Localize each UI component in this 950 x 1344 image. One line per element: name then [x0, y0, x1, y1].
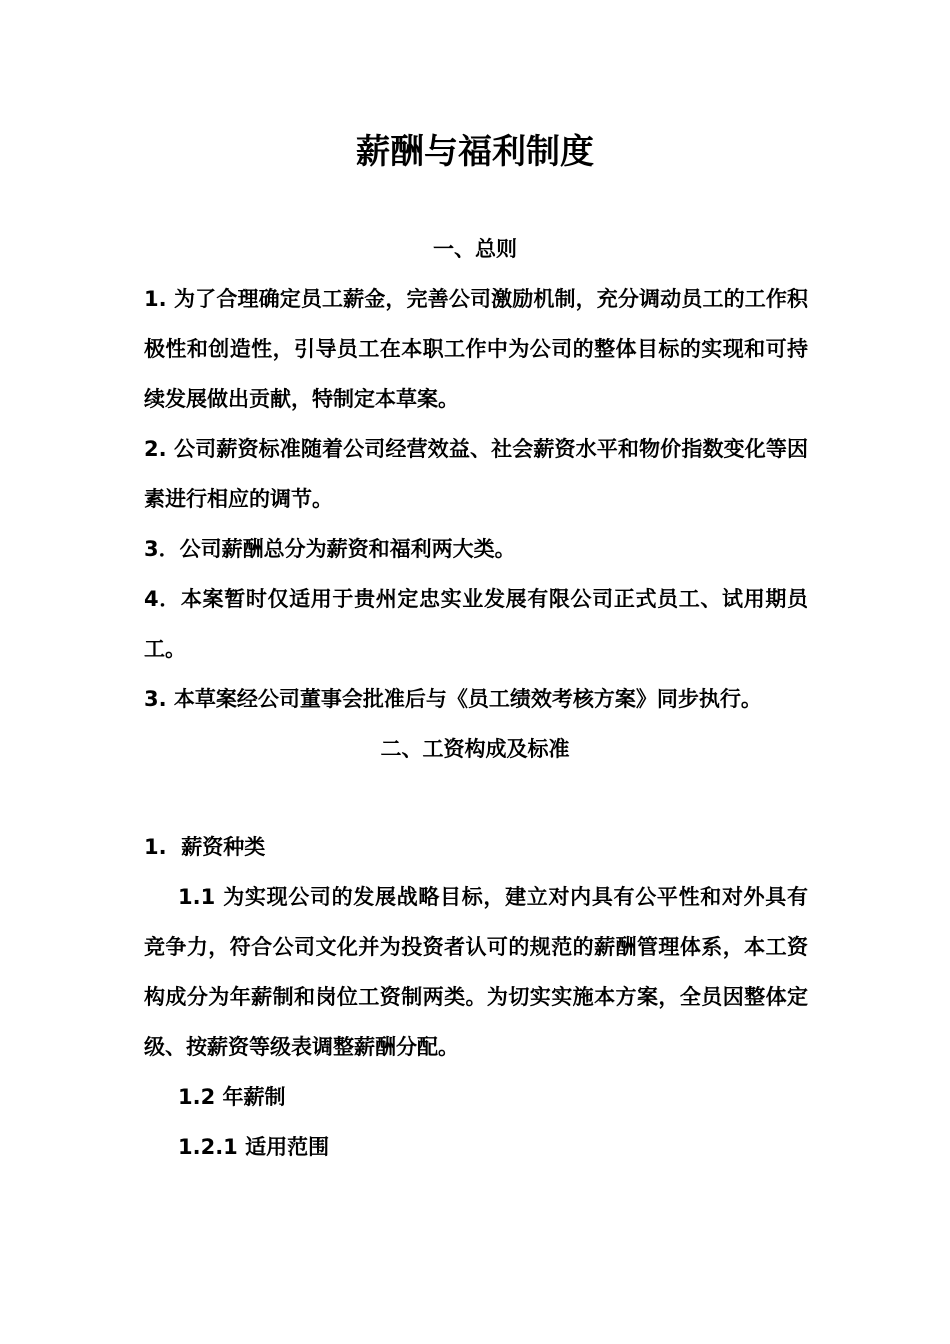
item-text: 适用范围: [237, 1135, 330, 1159]
item-number: 1.: [144, 835, 167, 859]
paragraph-1-2-1: [144, 1122, 808, 1172]
item-number: 2.: [144, 437, 167, 461]
item-number: 3.: [144, 687, 167, 711]
section-heading-general: 一、总则: [433, 237, 517, 261]
item-text: 薪资种类: [166, 835, 266, 859]
paragraph-item-5: [144, 674, 808, 724]
paragraph-item-1: [144, 274, 808, 424]
paragraph-salary-types: [144, 822, 808, 872]
paragraph-item-2: [144, 424, 808, 524]
item-text: 为实现公司的发展战略目标，建立对内具有公平性和对外具有竞争力，符合公司文化并为投资者认可的规范的薪酬管理体系，本工资构成分为年薪制和岗位工资制两类。为切实实施本方案，全员因整体定级、按薪资等级表调整薪酬分配。: [144, 885, 808, 1059]
item-number: 1.2.1: [178, 1135, 238, 1159]
item-number: 3: [144, 537, 159, 561]
item-text: 本草案经公司董事会批准后与《员工绩效考核方案》同步执行。: [166, 687, 762, 711]
paragraph-1-1: [144, 872, 808, 1072]
item-text: 年薪制: [215, 1085, 286, 1109]
item-text: ．公司薪酬总分为薪资和福利两大类。: [158, 537, 516, 561]
document-title: 薪酬与福利制度: [356, 132, 594, 172]
item-text: 为了合理确定员工薪金，完善公司激励机制，充分调动员工的工作积极性和创造性，引导员工在本职工作中为公司的整体目标的实现和可持续发展做出贡献，特制定本草案。: [144, 287, 808, 411]
paragraph-1-2: [144, 1072, 808, 1122]
item-number: 1.2: [178, 1085, 216, 1109]
item-number: 1.: [144, 287, 167, 311]
item-text: 公司薪资标准随着公司经营效益、社会薪资水平和物价指数变化等因素进行相应的调节。: [144, 437, 808, 511]
section-heading-salary: 二、工资构成及标准: [380, 737, 570, 761]
item-text: ．本案暂时仅适用于贵州定忠实业发展有限公司正式员工、试用期员工。: [144, 587, 808, 661]
paragraph-item-3: [144, 524, 808, 574]
item-number: 1.1: [178, 885, 216, 909]
paragraph-item-4: [144, 574, 808, 674]
item-number: 4: [144, 587, 159, 611]
